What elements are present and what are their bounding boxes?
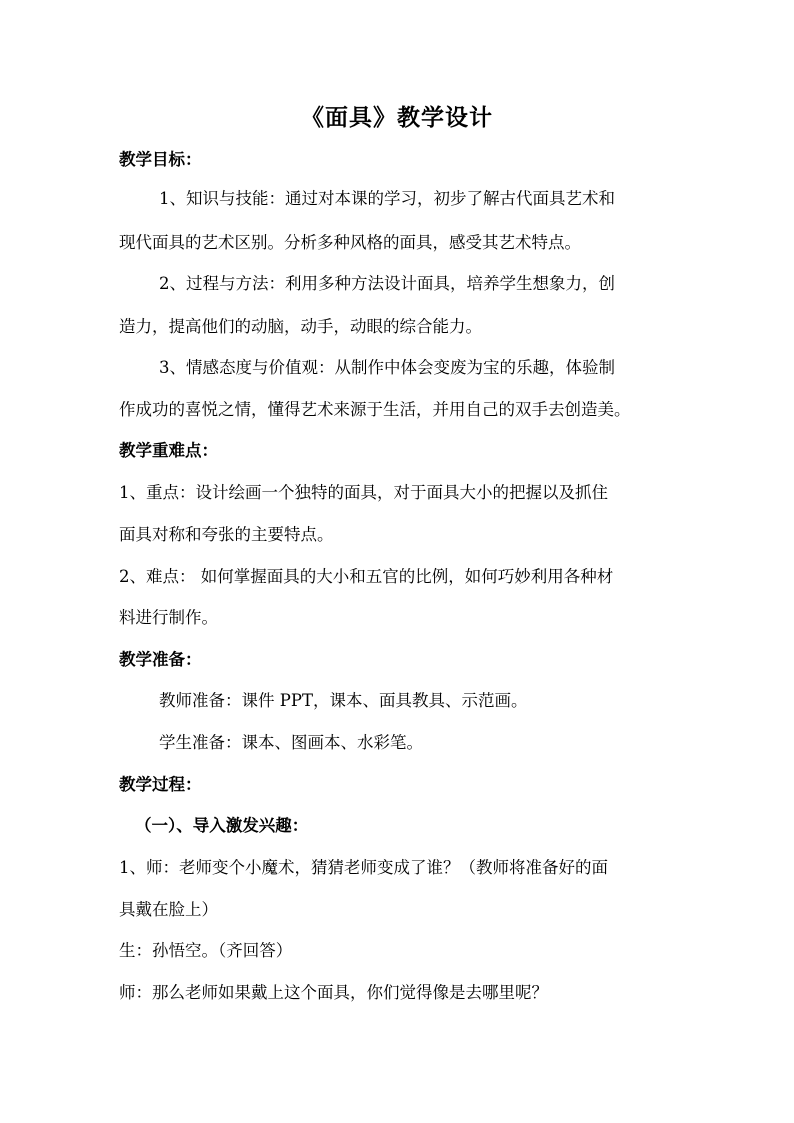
objectives-heading: 教学目标： bbox=[119, 150, 202, 169]
process-section-1-heading: （一）、导入激发兴趣： bbox=[135, 816, 309, 835]
dialogue-1-line-1: 1、师：老师变个小魔术，猜猜老师变成了谁？（教师将准备好的面 bbox=[119, 858, 608, 877]
document-title: 《面具》教学设计 bbox=[301, 104, 493, 131]
objective-2-line-2: 造力，提高他们的动脑，动手，动眼的综合能力。 bbox=[119, 317, 482, 336]
preparation-heading: 教学准备： bbox=[119, 650, 202, 669]
dialogue-2: 生：孙悟空。（齐回答） bbox=[119, 941, 293, 960]
objective-3-line-1: 3、情感态度与价值观：从制作中体会变废为宝的乐趣，体验制 bbox=[159, 358, 615, 377]
objective-2-line-1: 2、过程与方法：利用多种方法设计面具，培养学生想象力，创 bbox=[159, 274, 615, 293]
key-points-heading: 教学重难点： bbox=[119, 441, 218, 460]
objective-3-line-2: 作成功的喜悦之情，懂得艺术来源于生活，并用自己的双手去创造美。 bbox=[119, 400, 631, 419]
key-point-1-line-1: 1、重点：设计绘画一个独特的面具，对于面具大小的把握以及抓住 bbox=[119, 483, 608, 502]
teacher-preparation: 教师准备：课件 PPT，课本、面具教具、示范画。 bbox=[159, 691, 528, 710]
key-point-2-line-1: 2、难点： 如何掌握面具的大小和五官的比例，如何巧妙利用各种材 bbox=[119, 567, 614, 586]
objective-1-line-1: 1、知识与技能：通过对本课的学习，初步了解古代面具艺术和 bbox=[159, 189, 615, 208]
student-preparation: 学生准备：课本、图画本、水彩笔。 bbox=[159, 733, 423, 752]
dialogue-3: 师：那么老师如果戴上这个面具，你们觉得像是去哪里呢？ bbox=[119, 983, 548, 1002]
process-heading: 教学过程： bbox=[119, 775, 202, 794]
key-point-2-line-2: 料进行制作。 bbox=[119, 608, 218, 627]
key-point-1-line-2: 面具对称和夸张的主要特点。 bbox=[119, 525, 334, 544]
dialogue-1-line-2: 具戴在脸上） bbox=[119, 900, 218, 919]
objective-1-line-2: 现代面具的艺术区别。分析多种风格的面具，感受其艺术特点。 bbox=[119, 233, 581, 252]
